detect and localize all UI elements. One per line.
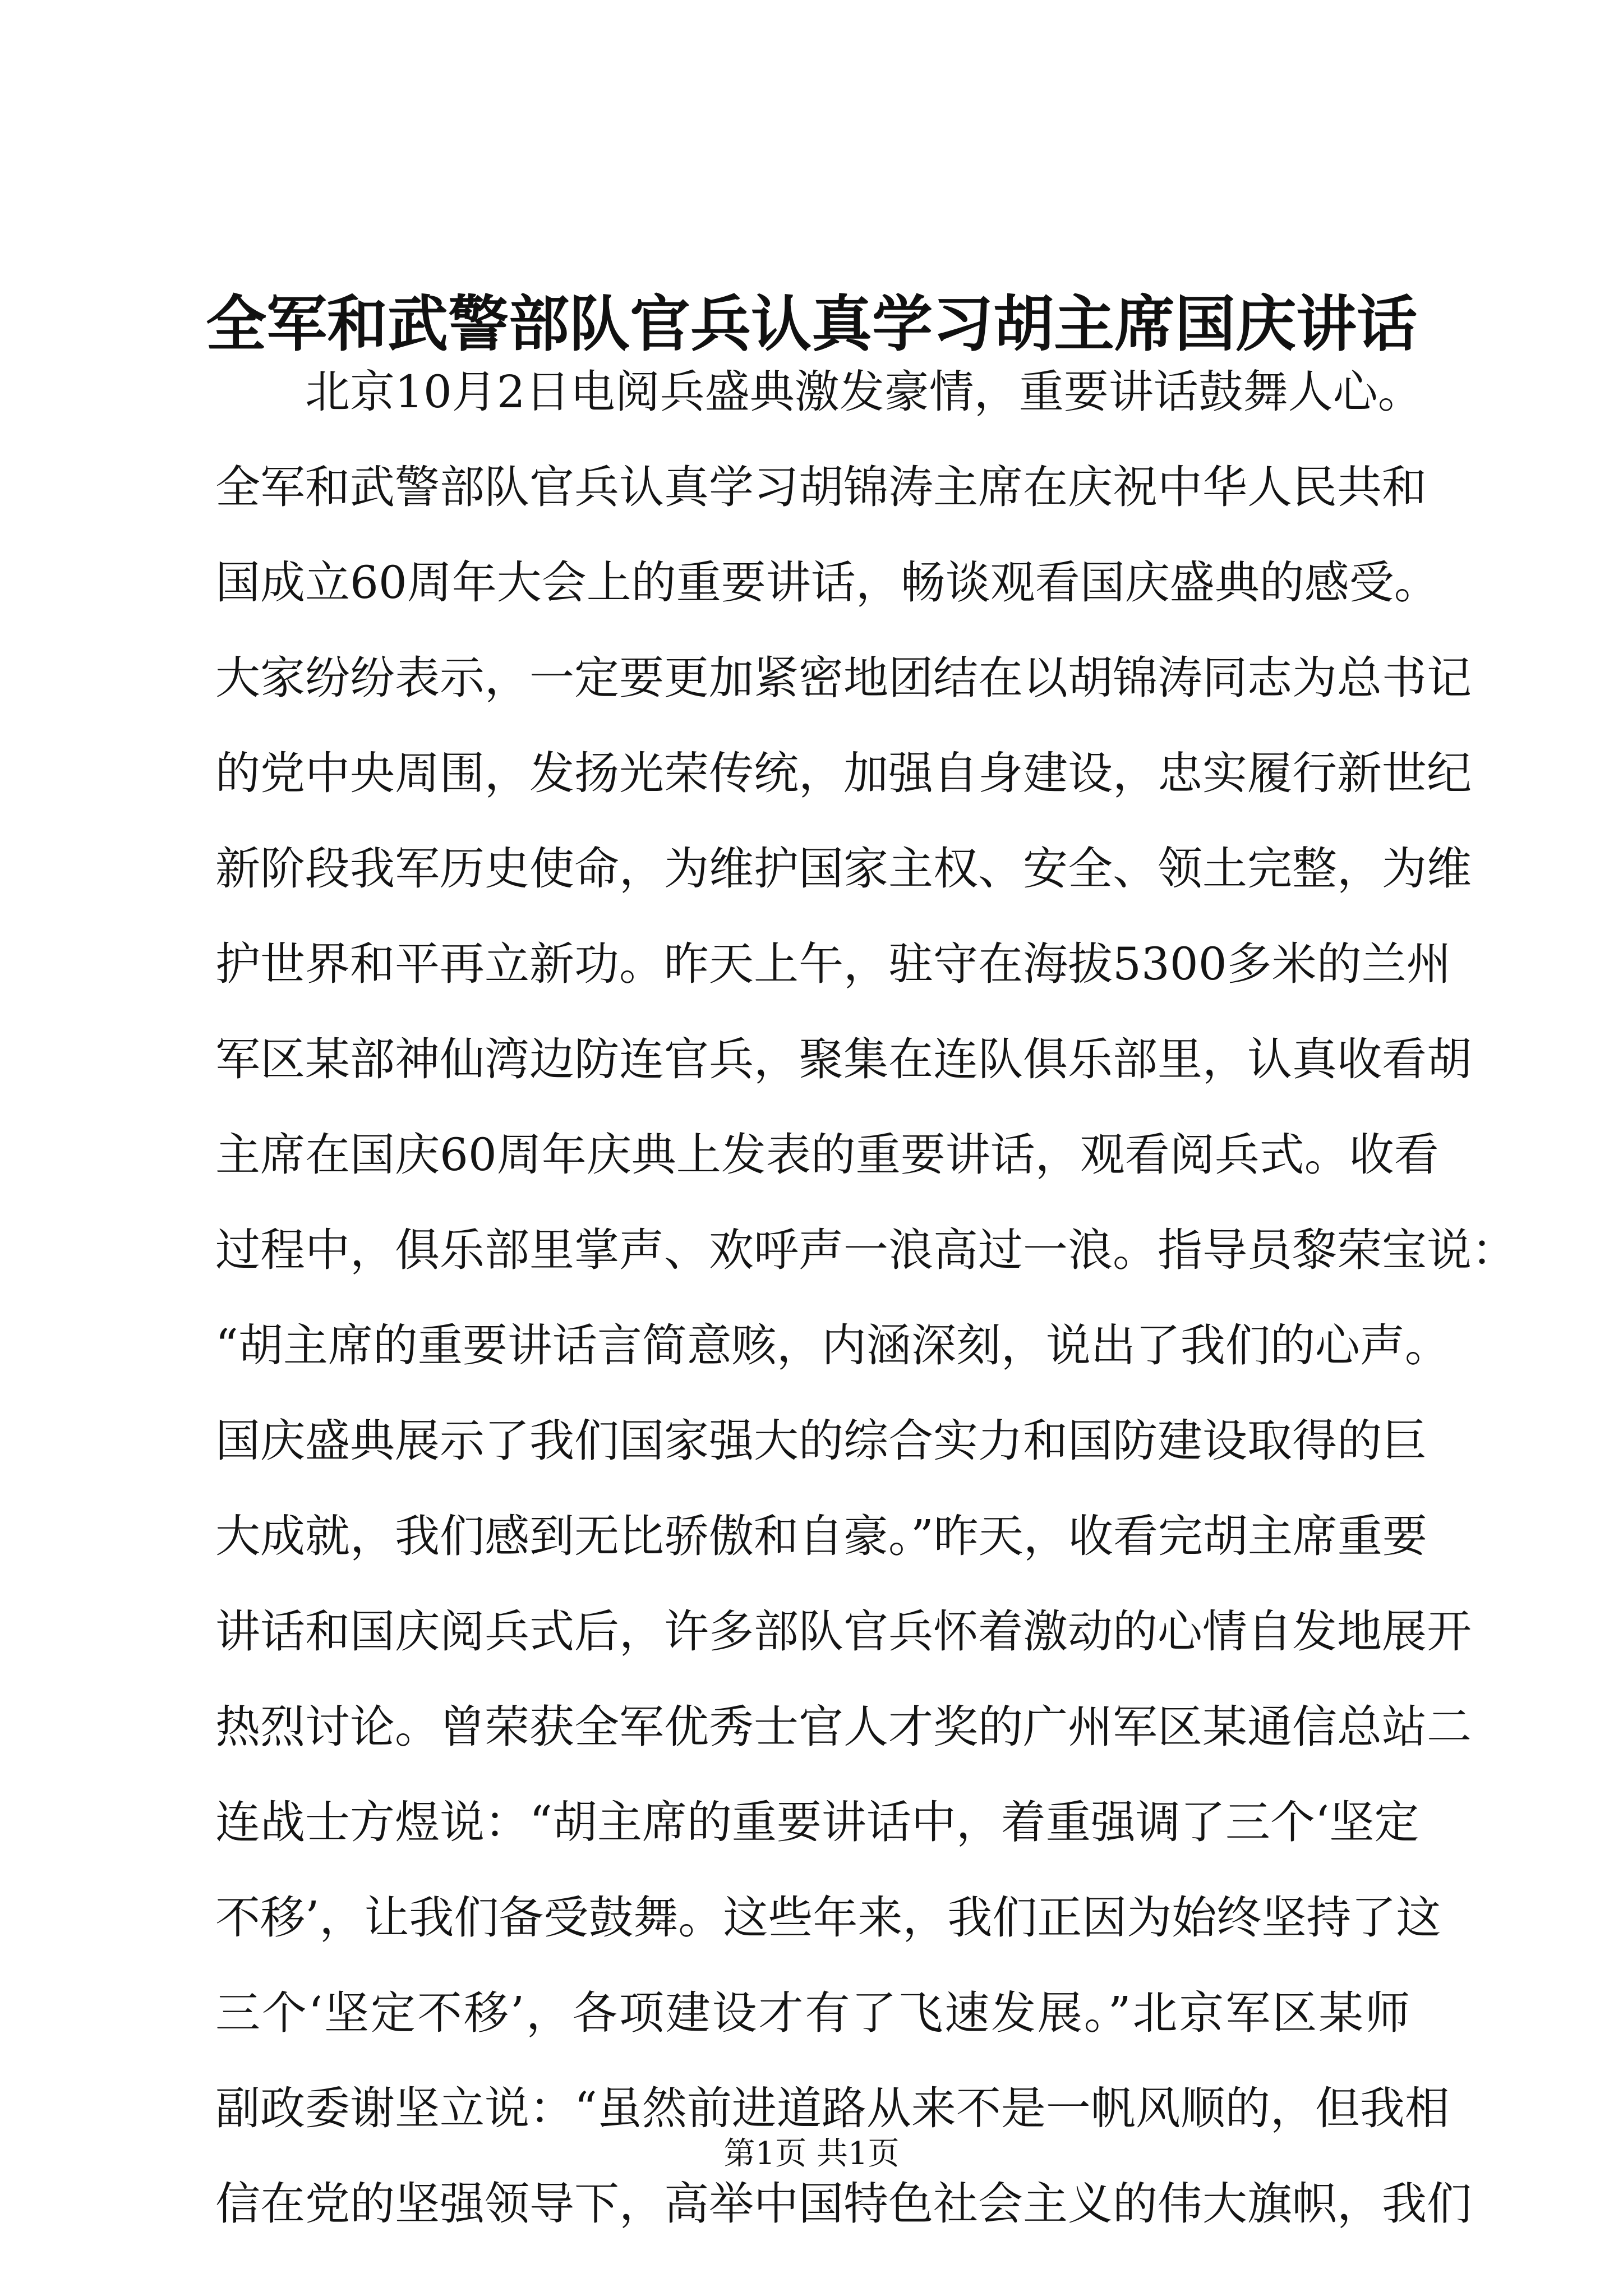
body-line: 热烈讨论。曾荣获全军优秀士官人才奖的广州军区某通信总站二 — [215, 1701, 1472, 1753]
body-line: 主席在国庆60周年庆典上发表的重要讲话，观看阅兵式。收看 — [215, 1129, 1439, 1181]
body-line: 副政委谢坚立说：“虽然前进道路从来不是一帆风顺的，但我相 — [215, 2082, 1450, 2134]
body-line: 不移’，让我们备受鼓舞。这些年来，我们正因为始终坚持了这 — [215, 1892, 1441, 1944]
body-line: 军区某部神仙湾边防连官兵，聚集在连队俱乐部里，认真收看胡 — [215, 1033, 1472, 1085]
document-body — [215, 344, 1516, 2252]
body-line: 护世界和平再立新功。昨天上午，驻守在海拔5300多米的兰州 — [215, 938, 1451, 990]
body-line: 国庆盛典展示了我们国家强大的综合实力和国防建设取得的巨 — [215, 1415, 1427, 1467]
body-line: 三个‘坚定不移’，各项建设才有了飞速发展。”北京军区某师 — [215, 1987, 1410, 2039]
body-line: 新阶段我军历史使命，为维护国家主权、安全、领土完整，为维 — [215, 843, 1472, 895]
body-line: 连战士方煜说：“胡主席的重要讲话中，着重强调了三个‘坚定 — [215, 1796, 1419, 1848]
body-line: 的党中央周围，发扬光荣传统，加强自身建设，忠实履行新世纪 — [215, 747, 1472, 799]
body-line: 讲话和国庆阅兵式后，许多部队官兵怀着激动的心情自发地展开 — [215, 1605, 1472, 1658]
document-title: 全军和武警部队官兵认真学习胡主席国庆讲话 — [205, 289, 1417, 360]
body-line: 国成立60周年大会上的重要讲话，畅谈观看国庆盛典的感受。 — [215, 556, 1439, 609]
body-line: 全军和武警部队官兵认真学习胡锦涛主席在庆祝中华人民共和 — [215, 461, 1427, 513]
body-line: 信在党的坚强领导下，高举中国特色社会主义的伟大旗帜，我们 — [215, 2178, 1472, 2230]
body-line: 过程中，俱乐部里掌声、欢呼声一浪高过一浪。指导员黎荣宝说： — [215, 1224, 1516, 1276]
page-footer: 第1页 共1页 — [723, 2136, 900, 2172]
body-line: 大家纷纷表示，一定要更加紧密地团结在以胡锦涛同志为总书记 — [215, 652, 1472, 704]
body-line: 北京10月2日电阅兵盛典激发豪情，重要讲话鼓舞人心。 — [305, 366, 1423, 418]
body-line: 大成就，我们感到无比骄傲和自豪。”昨天，收看完胡主席重要 — [215, 1510, 1427, 1562]
body-line: “胡主席的重要讲话言简意赅，内涵深刻，说出了我们的心声。 — [215, 1319, 1450, 1372]
